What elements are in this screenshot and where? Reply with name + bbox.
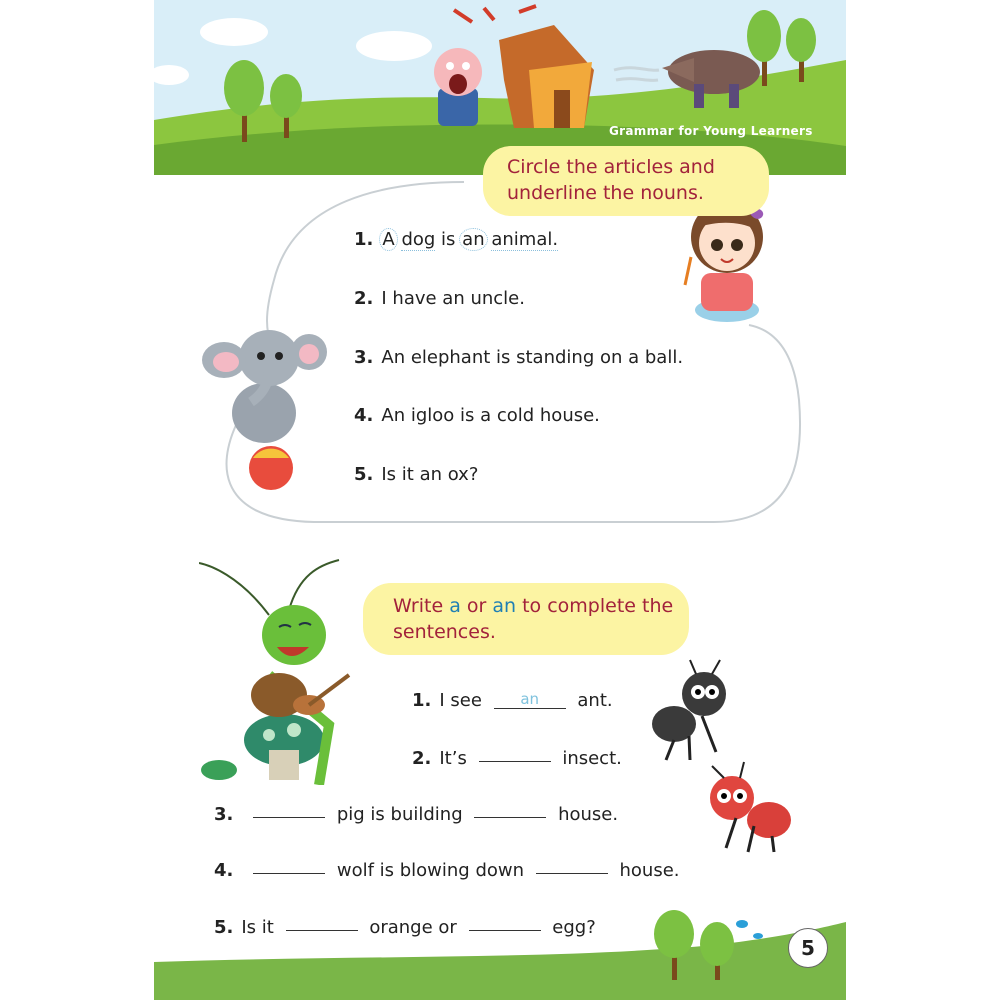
grasshopper-icon: [199, 555, 369, 785]
sentence-text: pig is building: [336, 804, 463, 825]
item-number: 1.: [354, 229, 374, 250]
elephant-icon: [199, 318, 329, 490]
red-ant-icon: [710, 762, 791, 852]
sentence-text: Is it: [241, 917, 274, 938]
exercise1-item-4: [354, 405, 600, 426]
item-number: 2.: [354, 288, 374, 309]
footer-grass: [154, 900, 846, 1000]
sentence-text: insect.: [562, 748, 622, 769]
instruction-bubble-2: [363, 583, 689, 655]
exercise2-item-2: [412, 747, 622, 769]
item-number: 4.: [354, 405, 374, 426]
sentence-text: egg?: [552, 917, 596, 938]
answer-blank[interactable]: [479, 745, 551, 762]
highlight-an: an: [492, 595, 517, 617]
circled-article: an: [459, 228, 487, 251]
instruction-text-1: Circle the articles and underline the nouns.: [507, 156, 715, 204]
pig-icon: [434, 48, 482, 126]
answer-blank[interactable]: [536, 857, 608, 874]
instruction-text: to complete the sentences.: [393, 595, 674, 643]
worksheet-page: [154, 0, 846, 1000]
instruction-text: Write: [393, 595, 450, 617]
item-number: 2.: [412, 748, 432, 769]
exercise2-item-3: [214, 803, 618, 825]
item-number: 3.: [354, 347, 374, 368]
page-number: 5: [788, 928, 828, 968]
exercise1-item-3: [354, 347, 683, 368]
underlined-noun: animal.: [491, 229, 559, 250]
answer-blank[interactable]: [253, 801, 325, 818]
answer-blank[interactable]: [253, 857, 325, 874]
sentence-text: wolf is blowing down: [336, 860, 525, 881]
exercise1-item-1: [354, 229, 558, 250]
exercise2-item-1: [412, 690, 613, 711]
item-number: 5.: [214, 917, 234, 938]
sentence-text: It’s: [439, 748, 467, 769]
sentence-text: house.: [558, 804, 619, 825]
sentence-text: Is it an ox?: [381, 464, 479, 485]
sentence-word: is: [441, 229, 456, 250]
exercise2-item-4: [214, 859, 680, 881]
sentence-text: An igloo is a cold house.: [381, 405, 600, 426]
series-title: Grammar for Young Learners: [609, 124, 813, 138]
exercise1-item-2: [354, 288, 525, 309]
sentence-text: An elephant is standing on a ball.: [381, 347, 684, 368]
underlined-noun: dog: [401, 229, 436, 250]
highlight-a: a: [449, 595, 461, 617]
sentence-text: I have an uncle.: [381, 288, 525, 309]
sentence-text: house.: [619, 860, 680, 881]
black-ant-icon: [652, 660, 726, 760]
item-number: 4.: [214, 860, 234, 881]
item-number: 3.: [214, 804, 234, 825]
bird-icon: [736, 920, 763, 939]
sentence-text: ant.: [577, 690, 613, 711]
exercise1-item-5: [354, 464, 478, 485]
item-number: 1.: [412, 690, 432, 711]
circled-article: A: [379, 228, 397, 251]
answer-blank[interactable]: an: [494, 692, 566, 709]
sentence-text: I see: [439, 690, 482, 711]
sentence-text: orange or: [369, 917, 457, 938]
answer-blank[interactable]: [474, 801, 546, 818]
item-number: 5.: [354, 464, 374, 485]
instruction-bubble-1: [483, 146, 769, 216]
ant-icons: [644, 656, 794, 856]
instruction-text: or: [460, 595, 493, 617]
